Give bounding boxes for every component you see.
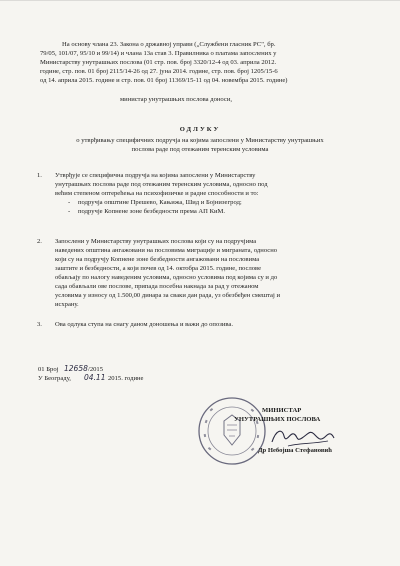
enacting-clause: министар унутрашњих послова доноси, (120, 96, 232, 103)
item-text-line: обављају по налогу наведеним условима, односно условима под којима су и до (55, 274, 278, 281)
document-number-handwritten: 12658 (64, 364, 88, 373)
bullet-marker: - (68, 199, 71, 206)
item-text-line: већим степеном оптерећења на психофизичке и радне способности и то: (55, 190, 259, 197)
document-number-label: 01 Број (38, 366, 59, 373)
bullet-item: подручја општине Прешево, Кањижа, Шид и Бојнизегрод; (78, 199, 242, 206)
item-text-line: Утврђује се специфична подручја на којима запослени у Министарству (55, 172, 256, 179)
minister-title: МИНИСТАР (262, 407, 302, 414)
preamble-line: Министарству унутрашњих послова (01 стр. пов. број 3320/12-4 од 03. априла 2012. (40, 59, 277, 66)
item-text-line: који су на подручју Копнене зоне безбедности ангажовани на пословима (55, 256, 260, 263)
preamble-line: 79/05, 101/07, 95/10 и 99/14) и члана 13а став 3. Правилника о платама запослених у (40, 50, 277, 57)
document-number-suffix: /2015 (88, 366, 104, 373)
date-suffix: 2015. године (108, 375, 144, 382)
minister-title: УНУТРАШЊИХ ПОСЛОВА (234, 416, 321, 423)
minister-name: Др Небојша Стефановић (258, 447, 332, 454)
item-text-line: Запослени у Министарству унутрашњих послова који су на подручјима (55, 238, 257, 245)
item-text-line: сада обављали ове послове, припада посебна накнада за рад у отежаном (55, 283, 259, 290)
bullet-marker: - (68, 208, 71, 215)
scan-edge (0, 0, 400, 1)
document-heading: ОДЛУКУ (179, 126, 221, 133)
document-subtitle: о утврђивању специфичних подручја на којима запослени у Министарству унутрашњих (76, 137, 324, 144)
date-handwritten: 04.11 (84, 373, 106, 382)
preamble-line: од 14. априла 2015. године и стр. пов. 01 број 11369/15-11 од 04. новембра 2015. године) (40, 77, 288, 84)
item-text-line: унутрашњих послова раде под отежаним теренским условима, односно под (55, 181, 268, 188)
preamble-line: На основу члана 23. Закона о државној управи („Службени гласник РС", бр. (62, 41, 276, 48)
item-text-line: наведених општина ангажовани на пословима миграције и миграната, односно (55, 247, 278, 254)
bullet-item: подручје Копнене зоне безбедности према АП КиМ. (78, 208, 226, 215)
item-number: 3. (37, 321, 42, 328)
official-stamp (196, 395, 268, 467)
place-label: У Београду, (38, 375, 71, 382)
item-number: 2. (37, 238, 42, 245)
item-number: 1. (37, 172, 42, 179)
item-text-line: заштите и безбедности, а који почев од 14. октобра 2015. године, послове (55, 265, 262, 272)
document-subtitle: послова раде под отежаним теренским условима (131, 146, 269, 153)
item-text-line: исхрану. (55, 301, 79, 308)
item-text-line: условима у износу од 1.500,00 динара за сваки дан рада, уз обезбеђен смештај и (55, 292, 280, 299)
preamble-line: године, стр. пов. 01 број 2115/14-26 од 27. јуна 2014. године, стр. пов. број 1205/15-6 (40, 68, 278, 75)
item-text-line: Ова одлука ступа на снагу даном доношења и важи до опозива. (55, 321, 233, 328)
